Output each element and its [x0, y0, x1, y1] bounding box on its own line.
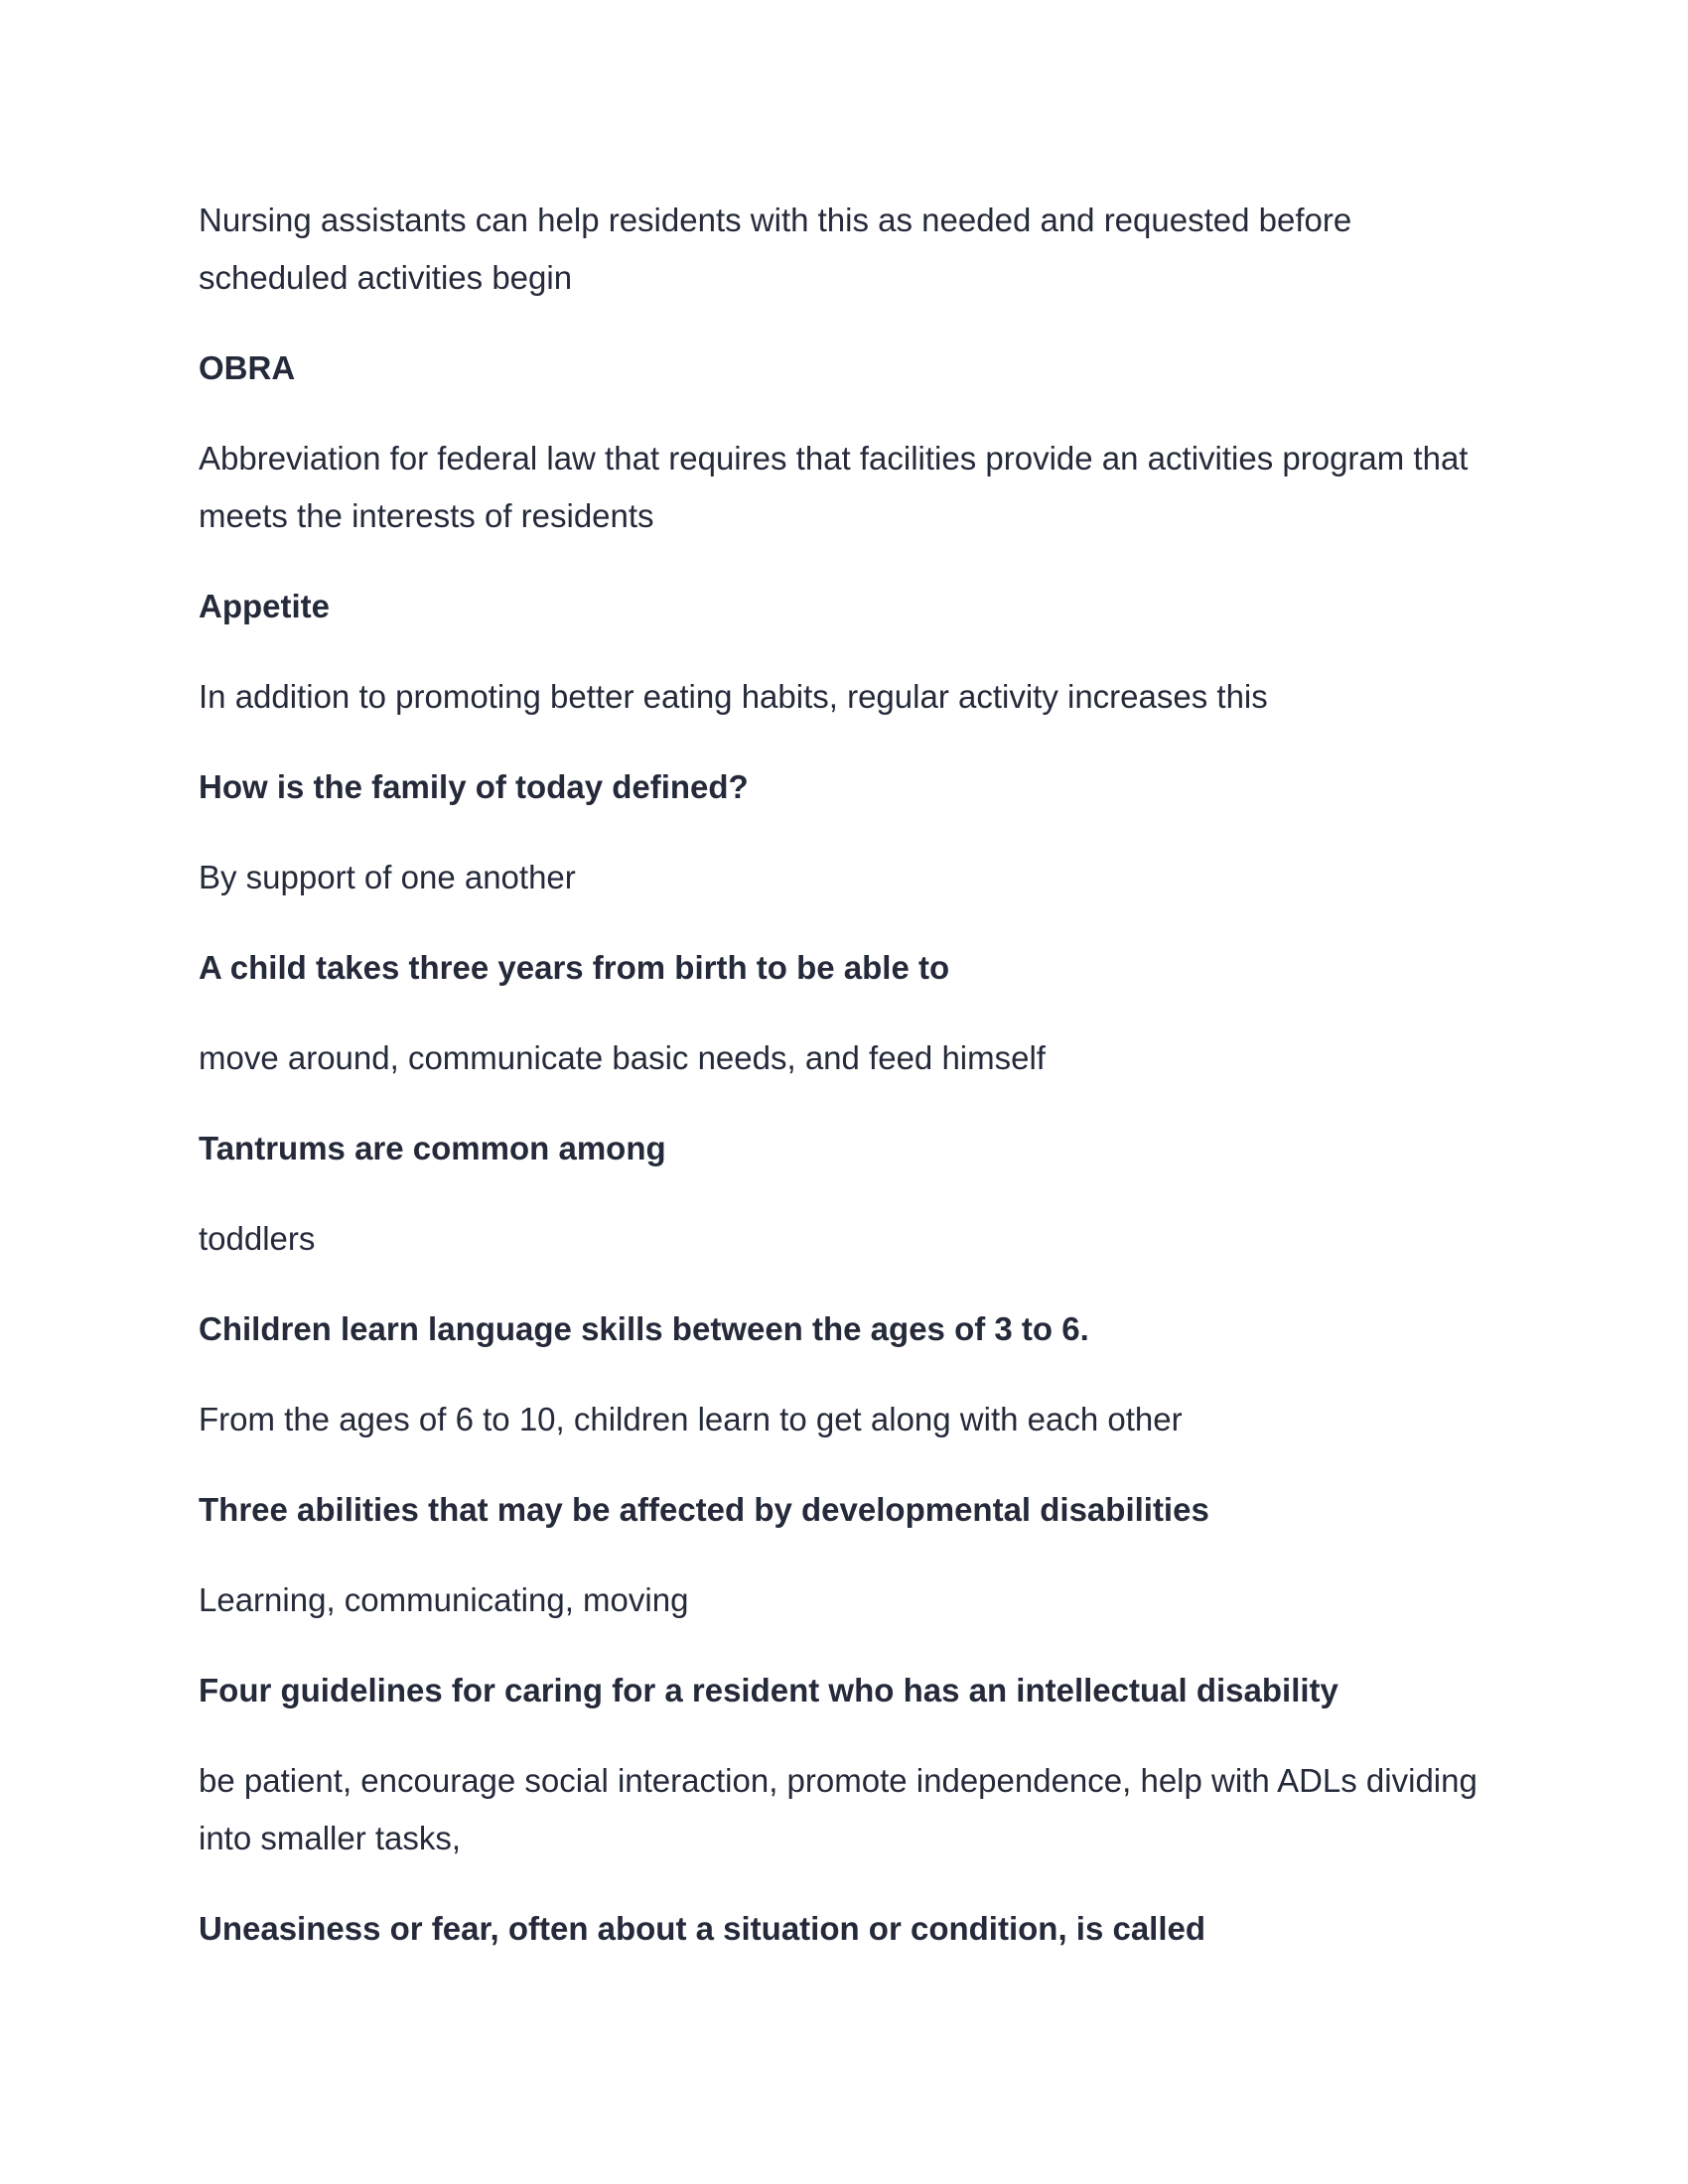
term-heading: Three abilities that may be affected by developmental disabilities — [199, 1491, 1209, 1528]
answer-text: Abbreviation for federal law that requires that facilities provide an activities program that meets the interests of residents — [199, 440, 1469, 534]
answer-text: By support of one another — [199, 859, 576, 895]
term-heading: Appetite — [199, 588, 330, 624]
term-heading: How is the family of today defined? — [199, 768, 749, 805]
answer-text: Learning, communicating, moving — [199, 1581, 689, 1618]
answer-text: Nursing assistants can help residents with this as needed and requested before scheduled activities begin — [199, 202, 1352, 296]
term-heading: Tantrums are common among — [199, 1130, 666, 1166]
term-heading: Four guidelines for caring for a resident who has an intellectual disability — [199, 1672, 1338, 1708]
answer-text: move around, communicate basic needs, and feed himself — [199, 1039, 1046, 1076]
term-heading: Children learn language skills between the ages of 3 to 6. — [199, 1310, 1089, 1347]
answer-text: In addition to promoting better eating habits, regular activity increases this — [199, 678, 1268, 715]
term-heading: OBRA — [199, 349, 296, 386]
answer-text: toddlers — [199, 1220, 316, 1257]
answer-text: be patient, encourage social interaction, promote independence, help with ADLs dividing into smaller tasks, — [199, 1762, 1477, 1856]
term-heading: A child takes three years from birth to be able to — [199, 949, 950, 986]
document-page — [199, 192, 1499, 1990]
answer-text: From the ages of 6 to 10, children learn to get along with each other — [199, 1401, 1183, 1437]
term-heading: Uneasiness or fear, often about a situation or condition, is called — [199, 1910, 1206, 1947]
